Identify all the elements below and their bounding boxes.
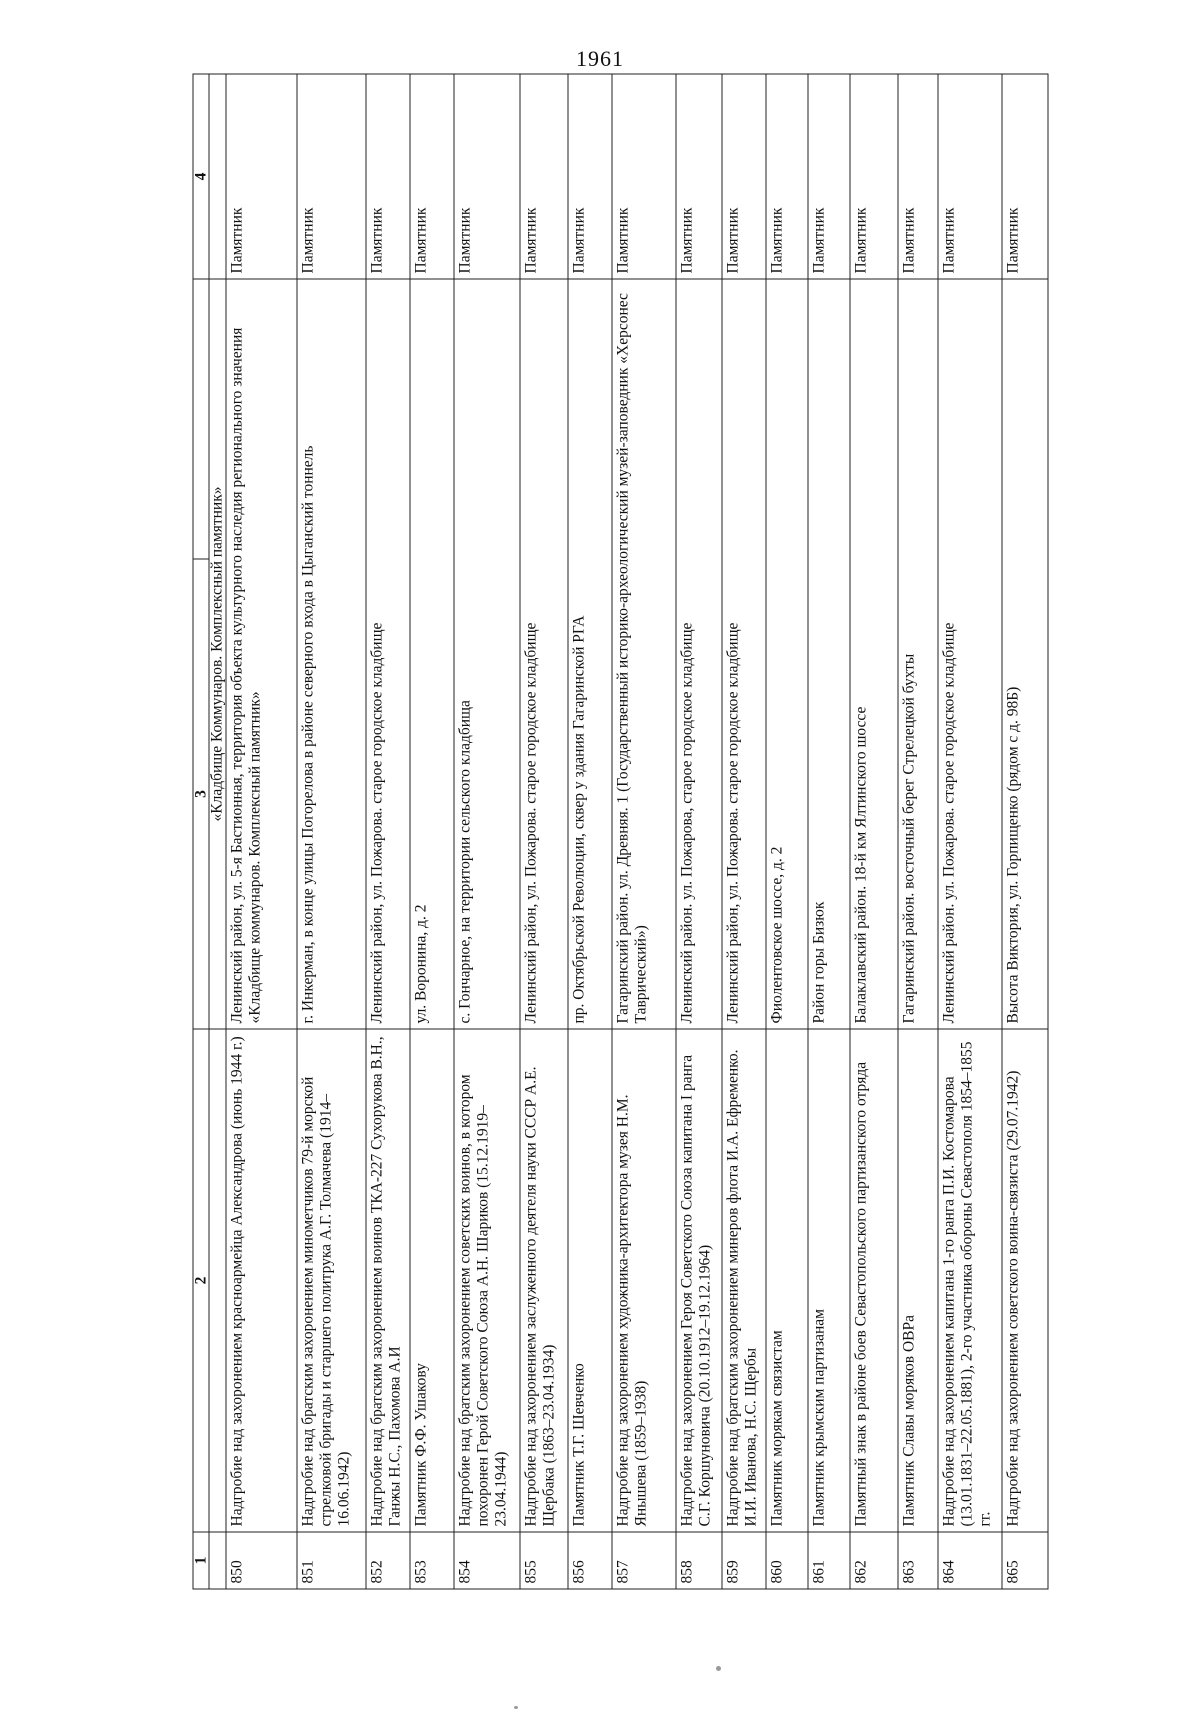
object-category: Памятник [850,74,898,279]
table-row [568,74,612,1589]
table-row [938,74,1002,1589]
row-number: 862 [850,1532,898,1589]
row-number: 855 [520,1532,568,1589]
object-name: Надгробие над захоронением художника-архитектора музея Н.М. Янышева (1859–1938) [612,1029,676,1532]
row-number: 861 [808,1532,850,1589]
page-number: 1961 [576,46,624,71]
object-name: Памятный знак в районе боев Севастопольского партизанского отряда [850,1029,898,1532]
column-header: 4 [193,74,209,279]
object-name: Надгробие над братским захоронением минометчиков 79-й морской стрелковой бригады и старшего политрука А.Г. Толмачева (1914–16.06.1942) [297,1029,366,1532]
cell-empty [209,1532,226,1589]
object-category: Памятник [366,74,410,279]
object-address: Гагаринский район. восточный берег Стрелецкой бухты [898,279,938,1029]
object-category: Памятник [938,74,1002,279]
row-number: 859 [722,1532,766,1589]
table-row [676,74,722,1589]
object-category: Памятник [297,74,366,279]
section-row [209,74,226,1589]
object-category: Памятник [410,74,454,279]
scan-speck [716,1666,721,1671]
object-category: Памятник [520,74,568,279]
object-address: Балаклавский район. 18-й км Ялтинского шоссе [850,279,898,1029]
object-name: Надгробие над братским захоронением минеров флота И.А. Ефременко. И.И. Иванова, Н.С. Щербы [722,1029,766,1532]
object-address: Ленинский район, ул. Пожарова. старое городское кладбище [520,279,568,1029]
column-header [193,279,209,559]
object-name: Надгробие над захоронением заслуженного деятеля науки СССР А.Е. Щербака (1863–23.04.1934) [520,1029,568,1532]
monuments-table [193,74,1049,1590]
table-row [850,74,898,1589]
object-category: Памятник [568,74,612,279]
row-number: 864 [938,1532,1002,1589]
object-category: Памятник [1002,74,1048,279]
section-title: «Кладбище Коммунаров. Комплексный памятник» [209,279,226,1029]
table-row [454,74,520,1589]
table-row [612,74,676,1589]
object-name: Надгробие над захоронением советского воина-связиста (29.07.1942) [1002,1029,1048,1532]
row-number: 857 [612,1532,676,1589]
object-name: Памятник Т.Г. Шевченко [568,1029,612,1532]
object-address: Ленинский район, ул. Пожарова. старое городское кладбище [722,279,766,1029]
table-row [808,74,850,1589]
column-number-row [193,74,209,1589]
object-address: Ленинский район. ул. Пожарова. старое городское кладбище [938,279,1002,1029]
object-category: Памятник [898,74,938,279]
object-address: ул. Воронина, д. 2 [410,279,454,1029]
object-category: Памятник [612,74,676,279]
object-name: Памятник Славы моряков ОВРа [898,1029,938,1532]
row-number: 856 [568,1532,612,1589]
table-row [520,74,568,1589]
row-number: 865 [1002,1532,1048,1589]
object-address: Район горы Бизюк [808,279,850,1029]
object-address: Ленинский район, ул. 5-я Бастионная, территория объекта культурного наследия регионального значения «Кладбище коммунаров. Комплексный памятник» [226,279,297,1029]
row-number: 863 [898,1532,938,1589]
row-number: 850 [226,1532,297,1589]
object-address: Ленинский район, ул. Пожарова. старое городское кладбище [366,279,410,1029]
table-row [766,74,808,1589]
object-address: с. Гончарное, на территории сельского кладбища [454,279,520,1029]
object-category: Памятник [226,74,297,279]
object-category: Памятник [676,74,722,279]
object-address: Ленинский район. ул. Пожарова, старое городское кладбище [676,279,722,1029]
table-row [898,74,938,1589]
table-row [226,74,297,1589]
row-number: 852 [366,1532,410,1589]
object-name: Надгробие над братским захоронением воинов ТКА-227 Сухорукова В.Н., Ганжы Н.С., Пахомова А.И [366,1029,410,1532]
row-number: 854 [454,1532,520,1589]
object-name: Надгробие над захоронением Героя Советского Союза капитана I ранга С.Г. Коршуновича (20.10.1912–19.12.1964) [676,1029,722,1532]
object-name: Памятник крымским партизанам [808,1029,850,1532]
row-number: 858 [676,1532,722,1589]
column-header: 2 [193,1029,209,1532]
row-number: 860 [766,1532,808,1589]
object-category: Памятник [722,74,766,279]
cell-empty [209,1029,226,1532]
object-address: пр. Октябрьской Революции, сквер у здания Гагаринской РГА [568,279,612,1029]
object-address: Гагаринский район. ул. Древняя. 1 (Государственный историко-археологический музей-заповедник «Херсонес Таврический») [612,279,676,1029]
row-number: 851 [297,1532,366,1589]
row-number: 853 [410,1532,454,1589]
scan-speck [514,1706,518,1709]
object-name: Надгробие над братским захоронением советских воинов, в котором похоронен Герой Советского Союза А.Н. Шариков (15.12.1919–23.04.1944) [454,1029,520,1532]
table-row [1002,74,1048,1589]
object-category: Памятник [454,74,520,279]
table-row [297,74,366,1589]
object-address: Фиолентовское шоссе, д. 2 [766,279,808,1029]
cell-empty [209,74,226,279]
object-address: Высота Виктория, ул. Горпищенко (рядом с д. 98Б) [1002,279,1048,1029]
object-address: г. Инкерман, в конце улицы Погорелова в районе северного входа в Цыганский тоннель [297,279,366,1029]
object-category: Памятник [766,74,808,279]
object-category: Памятник [808,74,850,279]
rotated-table-container [193,75,1101,1590]
object-name: Надгробие над захоронением красноармейца Александрова (июнь 1944 г.) [226,1029,297,1532]
table-row [366,74,410,1589]
table-row [410,74,454,1589]
object-name: Памятник Ф.Ф. Ушакову [410,1029,454,1532]
object-name: Памятник морякам связистам [766,1029,808,1532]
table-row [722,74,766,1589]
column-header: 3 [193,559,209,1029]
object-name: Надгробие над захоронением капитана 1-го ранга П.И. Костомарова (13.01.1831–22.05.1881), 2-го участника обороны Севастополя 1854–1855 гг. [938,1029,1002,1532]
column-header: 1 [193,1532,209,1589]
